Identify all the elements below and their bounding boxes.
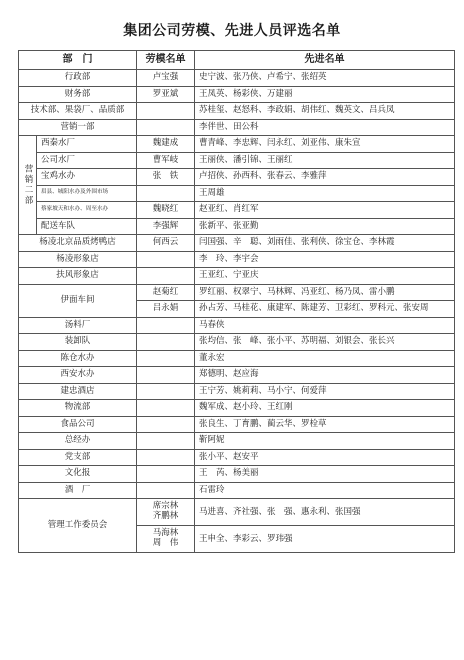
model-cell: 席宗林 齐鹏林 [137,499,195,526]
advanced-cell: 王 芮、杨美丽 [195,466,455,483]
model-cell: 张 铁 [137,169,195,186]
table-row [19,268,455,285]
advanced-cell: 郑德明、赵应海 [195,367,455,384]
table-row [19,334,455,351]
document-title: 集团公司劳模、先进人员评选名单 [123,23,341,39]
dept-cell: 杨凌北京品质烤鸭店 [19,235,137,252]
dept-cell: 党支部 [19,449,137,466]
header-dept: 部 门 [19,51,137,70]
dept-cell: 文化报 [19,466,137,483]
model-cell [137,433,195,450]
header-model: 劳模名单 [137,51,195,70]
model-cell [137,482,195,499]
advanced-cell: 王丽侠、潘引锦、王丽红 [195,152,455,169]
advanced-cell: 张良生、丁育鹏、蔺云华、罗栓草 [195,416,455,433]
group-label: 营销二部 [19,136,37,235]
table-row [19,235,455,252]
model-cell [137,251,195,268]
advanced-cell: 王周雄 [195,185,455,202]
model-cell [137,334,195,351]
model-cell: 李强辉 [137,218,195,235]
advanced-cell: 罗红丽、权翠宁、马林辉、冯亚红、杨乃凤、雷小鹏 [195,284,455,301]
dept-cell: 财务部 [19,86,137,103]
nomination-table [18,50,455,553]
advanced-cell: 张小平、赵安平 [195,449,455,466]
advanced-cell: 王亚红、宁亚庆 [195,268,455,285]
advanced-cell: 王凤英、杨彩侠、万建丽 [195,86,455,103]
dept-cell: 营销一部 [19,119,137,136]
model-cell [137,185,195,202]
dept-cell: 西秦水厂 [37,136,137,153]
dept-cell: 陈仓水办 [19,350,137,367]
dept-cell: 宝鸡水办 [37,169,137,186]
advanced-cell: 马进喜、齐社强、张 强、惠永利、张国强 [195,499,455,526]
dept-cell: 汤料厂 [19,317,137,334]
model-cell: 曹军岐 [137,152,195,169]
advanced-cell: 董永宏 [195,350,455,367]
dept-cell: 行政部 [19,70,137,87]
model-cell: 魏晓红 [137,202,195,219]
table-row [19,499,455,526]
dept-cell: 总经办 [19,433,137,450]
dept-cell: 管理工作委员会 [19,499,137,553]
dept-cell: 装卸队 [19,334,137,351]
dept-cell: 配送车队 [37,218,137,235]
table-row [19,400,455,417]
model-cell: 赵菊红 [137,284,195,301]
advanced-cell: 马春侠 [195,317,455,334]
table-row [19,449,455,466]
table-row [19,152,455,169]
table-row [19,251,455,268]
table-row [19,383,455,400]
dept-cell: 蔡家坡天和水办、周至水办 [37,202,137,219]
dept-cell: 食品公司 [19,416,137,433]
model-cell [137,317,195,334]
model-cell [137,449,195,466]
model-cell: 卢宝强 [137,70,195,87]
model-cell [137,103,195,120]
table-row [19,136,455,153]
table-row [19,202,455,219]
table-row [19,119,455,136]
table-row [19,218,455,235]
advanced-cell: 闫国强、辛 聪、刘雨佳、张利侠、徐宝仓、李林霞 [195,235,455,252]
table-row [19,433,455,450]
model-cell [137,400,195,417]
model-cell [137,367,195,384]
advanced-cell: 苏桂玺、赵怒科、李政娟、胡伟红、魏英文、吕兵凤 [195,103,455,120]
advanced-cell: 王申全、李彩云、罗玮强 [195,526,455,553]
advanced-cell: 史宁波、张乃侠、卢希宁、张绍英 [195,70,455,87]
table-row [19,284,455,301]
dept-cell: 酒 厂 [19,482,137,499]
table-row [19,367,455,384]
advanced-cell: 靳阿妮 [195,433,455,450]
header-advanced: 先进名单 [195,51,455,70]
table-row [19,86,455,103]
advanced-cell: 孙占芳、马桂花、康建军、陈建芳、卫彩红、罗科元、张安周 [195,301,455,318]
dept-cell: 扶风形象店 [19,268,137,285]
advanced-cell: 李 玲、李宇会 [195,251,455,268]
model-cell [137,119,195,136]
model-cell: 魏建成 [137,136,195,153]
dept-cell: 杨凌形象店 [19,251,137,268]
model-cell [137,383,195,400]
advanced-cell: 张均信、张 峰、张小平、苏明福、刘银会、张长兴 [195,334,455,351]
dept-cell: 西安水办 [19,367,137,384]
table-row [19,185,455,202]
model-cell: 何西云 [137,235,195,252]
table-row [19,317,455,334]
model-cell: 罗亚斌 [137,86,195,103]
model-cell [137,466,195,483]
advanced-cell: 张新平、张亚勤 [195,218,455,235]
advanced-cell: 卢招侠、孙西科、张春云、李雅萍 [195,169,455,186]
table-row [19,482,455,499]
advanced-cell: 赵亚红、肖红军 [195,202,455,219]
table-row [19,350,455,367]
table-header-row [19,51,455,70]
dept-cell: 眉县、城阳水办及外围市场 [37,185,137,202]
model-cell [137,416,195,433]
model-cell [137,268,195,285]
table-row [19,70,455,87]
dept-cell: 技术部、果袋厂、品质部 [19,103,137,120]
table-row [19,466,455,483]
table-row [19,416,455,433]
model-cell: 马海林 周 伟 [137,526,195,553]
dept-cell: 建忠酒店 [19,383,137,400]
model-cell [137,350,195,367]
model-cell: 吕永娟 [137,301,195,318]
dept-cell: 公司水厂 [37,152,137,169]
table-row [19,169,455,186]
dept-cell: 伊面车间 [19,284,137,317]
advanced-cell: 魏军成、赵小玲、王红刚 [195,400,455,417]
dept-cell: 物流部 [19,400,137,417]
advanced-cell: 李伴世、田公科 [195,119,455,136]
table-row [19,103,455,120]
advanced-cell: 曹青峰、李忠辉、闫永红、刘亚伟、康朱宣 [195,136,455,153]
advanced-cell: 石雷玲 [195,482,455,499]
advanced-cell: 王宁芳、姚莉莉、马小宁、何爱萍 [195,383,455,400]
